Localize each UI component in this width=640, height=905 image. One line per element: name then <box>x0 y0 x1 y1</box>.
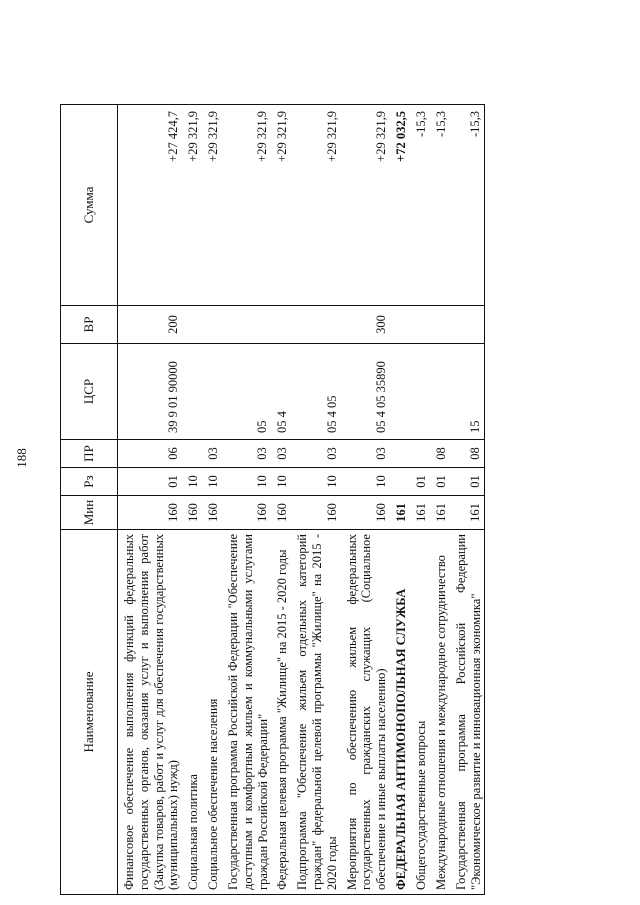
header-min: Мин <box>61 496 118 530</box>
row-name: Социальное обеспечение населения <box>202 530 222 895</box>
rotated-table-frame <box>60 105 632 895</box>
row-min: 160 <box>118 496 183 530</box>
row-csr: 05 <box>222 344 271 440</box>
row-rz <box>390 468 410 496</box>
row-min: 161 <box>450 496 485 530</box>
row-rz: 01 <box>450 468 485 496</box>
row-rz: 01 <box>410 468 430 496</box>
page-number: 188 <box>14 448 29 468</box>
row-vr <box>291 306 340 344</box>
table-row <box>182 105 202 895</box>
row-pr: 03 <box>271 440 291 468</box>
header-sum: Сумма <box>61 105 118 306</box>
row-rz: 01 <box>118 468 183 496</box>
row-name: Социальная политика <box>182 530 202 895</box>
row-min: 161 <box>430 496 450 530</box>
table-row <box>430 105 450 895</box>
table-row-agency <box>390 105 410 895</box>
header-name: Наименование <box>61 530 118 895</box>
row-vr <box>182 306 202 344</box>
row-min: 161 <box>390 496 410 530</box>
row-min: 160 <box>341 496 390 530</box>
row-rz: 10 <box>182 468 202 496</box>
row-csr <box>182 344 202 440</box>
row-sum: +72 032,5 <box>390 105 410 306</box>
table-row <box>202 105 222 895</box>
table-row <box>291 105 340 895</box>
row-name: Общегосударственные вопросы <box>410 530 430 895</box>
row-vr <box>450 306 485 344</box>
row-sum: +29 321,9 <box>341 105 390 306</box>
row-sum: -15,3 <box>450 105 485 306</box>
row-pr <box>410 440 430 468</box>
row-name: Подпрограмма "Обеспечение жильем отдельных категорий граждан" федеральной целевой программы "Жилище" на 2015 - 2020 годы <box>291 530 340 895</box>
row-min: 160 <box>222 496 271 530</box>
row-name: Международные отношения и международное сотрудничество <box>430 530 450 895</box>
row-rz: 10 <box>271 468 291 496</box>
table-row <box>118 105 183 895</box>
header-pr: ПР <box>61 440 118 468</box>
header-csr: ЦСР <box>61 344 118 440</box>
row-pr: 03 <box>291 440 340 468</box>
table-header-row <box>61 105 118 895</box>
row-sum: +29 321,9 <box>271 105 291 306</box>
row-name: Финансовое обеспечение выполнения функций федеральных государственных органов, оказания услуг и выполнения работ (Закупка товаров, работ и услуг для обеспечения государственных (муниципальных) нужд) <box>118 530 183 895</box>
row-min: 160 <box>291 496 340 530</box>
row-pr: 08 <box>450 440 485 468</box>
row-min: 161 <box>410 496 430 530</box>
row-min: 160 <box>182 496 202 530</box>
row-pr: 08 <box>430 440 450 468</box>
row-rz: 10 <box>341 468 390 496</box>
row-sum: -15,3 <box>410 105 430 306</box>
row-name: Государственная программа Российской Федерации "Экономическое развитие и инновационная экономика" <box>450 530 485 895</box>
row-vr <box>410 306 430 344</box>
row-csr: 15 <box>450 344 485 440</box>
row-rz: 10 <box>291 468 340 496</box>
row-csr: 39 9 01 90000 <box>118 344 183 440</box>
table-row <box>271 105 291 895</box>
row-min: 160 <box>202 496 222 530</box>
row-vr <box>271 306 291 344</box>
row-csr: 05 4 <box>271 344 291 440</box>
header-vr: ВР <box>61 306 118 344</box>
row-sum: +29 321,9 <box>182 105 202 306</box>
row-pr <box>390 440 410 468</box>
row-sum: +29 321,9 <box>202 105 222 306</box>
row-csr <box>430 344 450 440</box>
row-min: 160 <box>271 496 291 530</box>
table-row <box>450 105 485 895</box>
row-sum: +29 321,9 <box>222 105 271 306</box>
row-name: ФЕДЕРАЛЬНАЯ АНТИМОНОПОЛЬНАЯ СЛУЖБА <box>390 530 410 895</box>
row-csr <box>202 344 222 440</box>
row-csr: 05 4 05 <box>291 344 340 440</box>
row-csr: 05 4 05 35890 <box>341 344 390 440</box>
budget-table <box>60 104 485 895</box>
row-pr: 03 <box>202 440 222 468</box>
row-pr: 03 <box>341 440 390 468</box>
row-name: Государственная программа Российской Федерации "Обеспечение доступным и комфортным жильем и коммунальными услугами граждан Российской Федерации" <box>222 530 271 895</box>
row-vr <box>390 306 410 344</box>
row-name: Федеральная целевая программа "Жилище" на 2015 - 2020 годы <box>271 530 291 895</box>
row-rz: 10 <box>202 468 222 496</box>
row-vr: 300 <box>341 306 390 344</box>
table-row <box>410 105 430 895</box>
header-rz: Рз <box>61 468 118 496</box>
row-csr <box>410 344 430 440</box>
row-rz: 01 <box>430 468 450 496</box>
row-name: Мероприятия по обеспечению жильем федеральных государственных гражданских служащих (Социальное обеспечение и иные выплаты населению) <box>341 530 390 895</box>
row-vr <box>222 306 271 344</box>
row-pr: 06 <box>118 440 183 468</box>
row-rz: 10 <box>222 468 271 496</box>
row-pr <box>182 440 202 468</box>
row-vr <box>202 306 222 344</box>
row-csr <box>390 344 410 440</box>
row-vr <box>430 306 450 344</box>
row-sum: +29 321,9 <box>291 105 340 306</box>
table-row <box>222 105 271 895</box>
table-row <box>341 105 390 895</box>
row-pr: 03 <box>222 440 271 468</box>
row-sum: +27 424,7 <box>118 105 183 306</box>
row-vr: 200 <box>118 306 183 344</box>
row-sum: -15,3 <box>430 105 450 306</box>
